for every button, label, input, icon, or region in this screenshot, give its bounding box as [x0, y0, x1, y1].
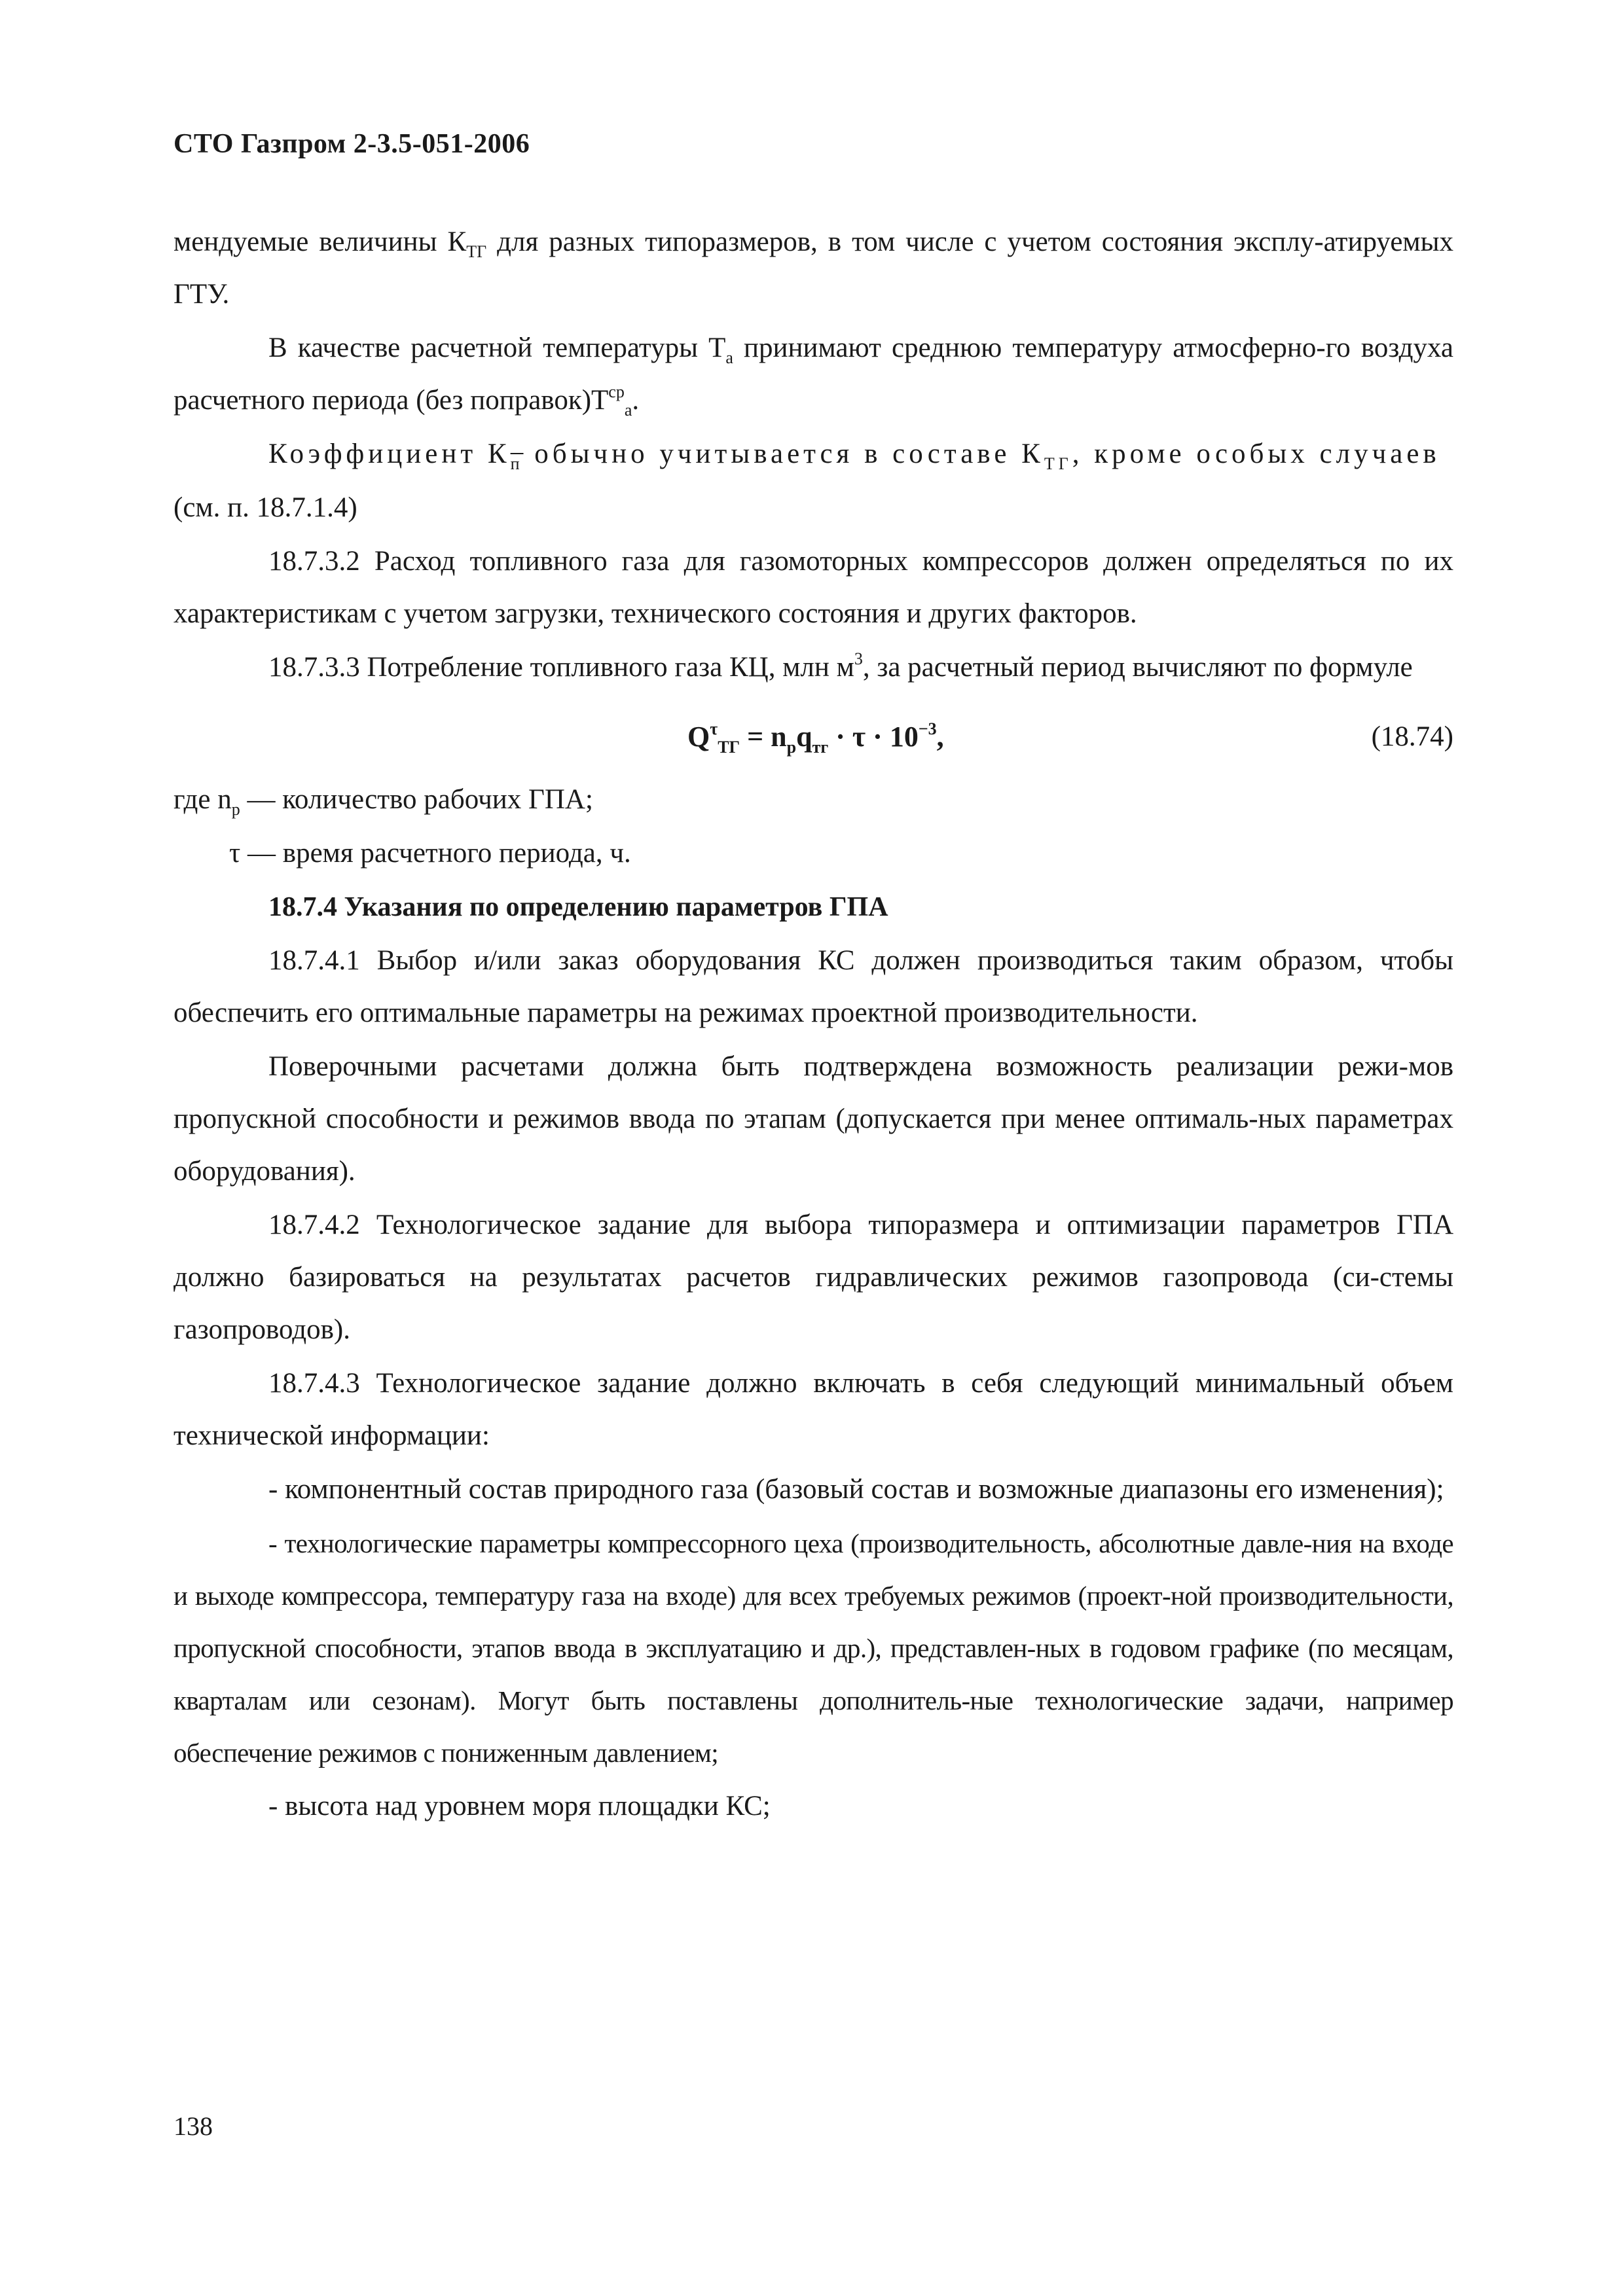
paragraph-18-7-4-3: 18.7.4.3 Технологическое задание должно включать в себя следующий минимальный объем технической информации:: [173, 1368, 1453, 1451]
formula-number: (18.74): [1371, 721, 1453, 752]
section-heading-18-7-4: 18.7.4 Указания по определению параметров ГПА: [268, 892, 888, 922]
page-number: 138: [173, 2111, 213, 2141]
list-item-gas-composition: - компонентный состав природного газа (базовый состав и возможные диапазоны его изменения);: [268, 1474, 1444, 1505]
paragraph-coefficient-ref: (см. п. 18.7.1.4): [173, 492, 357, 523]
list-item-tech-parameters: - технологические параметры компрессорного цеха (производительность, абсолютные давле-ния на входе и выходе компрессора, температуру газа на входе) для всех требуемых режимов (проект-ной производительности, пропускной способности, этапов ввода в эксплуатацию и др.), представлен-ных в годовом графике (по месяцам, кварталам или сезонам). Могут быть поставлены дополнитель-ные технологические задачи, например обеспечение режимов с пониженным давлением;: [173, 1528, 1453, 1768]
list-item-altitude: - высота над уровнем моря площадки КС;: [268, 1791, 771, 1821]
paragraph-18-7-4-1: 18.7.4.1 Выбор и/или заказ оборудования КС должен производиться таким образом, чтобы обеспечить его оптимальные параметры на режимах проектной производительности.: [173, 945, 1453, 1028]
document-body: [173, 216, 1453, 1834]
paragraph-18-7-3-2: 18.7.3.2 Расход топливного газа для газомоторных компрессоров должен определяться по их характеристикам с учетом загрузки, технического состояния и других факторов.: [173, 546, 1453, 629]
paragraph-18-7-4-2: 18.7.4.2 Технологическое задание для выбора типоразмера и оптимизации параметров ГПА должно базироваться на результатах расчетов гидравлических режимов газопровода (си-стемы газопроводов).: [173, 1210, 1453, 1345]
paragraph-coefficient: Коэффициент $К_п$ обычно учитывается в составе $К_{ТГ}$, кроме особых случаев: [268, 439, 1440, 473]
document-header: СТО Газпром 2-3.5-051-2006: [173, 129, 530, 159]
paragraph-calc-temperature: В качестве расчетной температуры $Т_а$ принимают среднюю температуру атмосферно-го воздуха расчетного периода (без $поправок)Т^{ср}_а$.: [173, 332, 1453, 420]
paragraph-18-7-3-3: 18.7.3.3 Потребление топливного газа КЦ, млн $м^3$, за расчетный период вычисляют по формуле: [268, 649, 1413, 683]
where-tau: τ — время расчетного периода, ч.: [229, 838, 631, 869]
formula-18-74: [173, 695, 1453, 774]
paragraph-verification: Поверочными расчетами должна быть подтверждена возможность реализации режи-мов пропускной способности и режимов ввода по этапам (допускается при менее оптималь-ных параметрах оборудования).: [173, 1051, 1453, 1187]
where-np: где $n_р$ — количество рабочих ГПА;: [173, 784, 593, 819]
formula-expression: $Q^\tau_{ТГ} = n_рq_{тг} \cdot \tau \cdot 10^{-3}$,: [687, 719, 944, 757]
paragraph-ktg-values: мендуемые величины $К_{ТГ}$ для разных типоразмеров, в том числе с учетом состояния эксплу-атируемых ГТУ.: [173, 226, 1454, 310]
